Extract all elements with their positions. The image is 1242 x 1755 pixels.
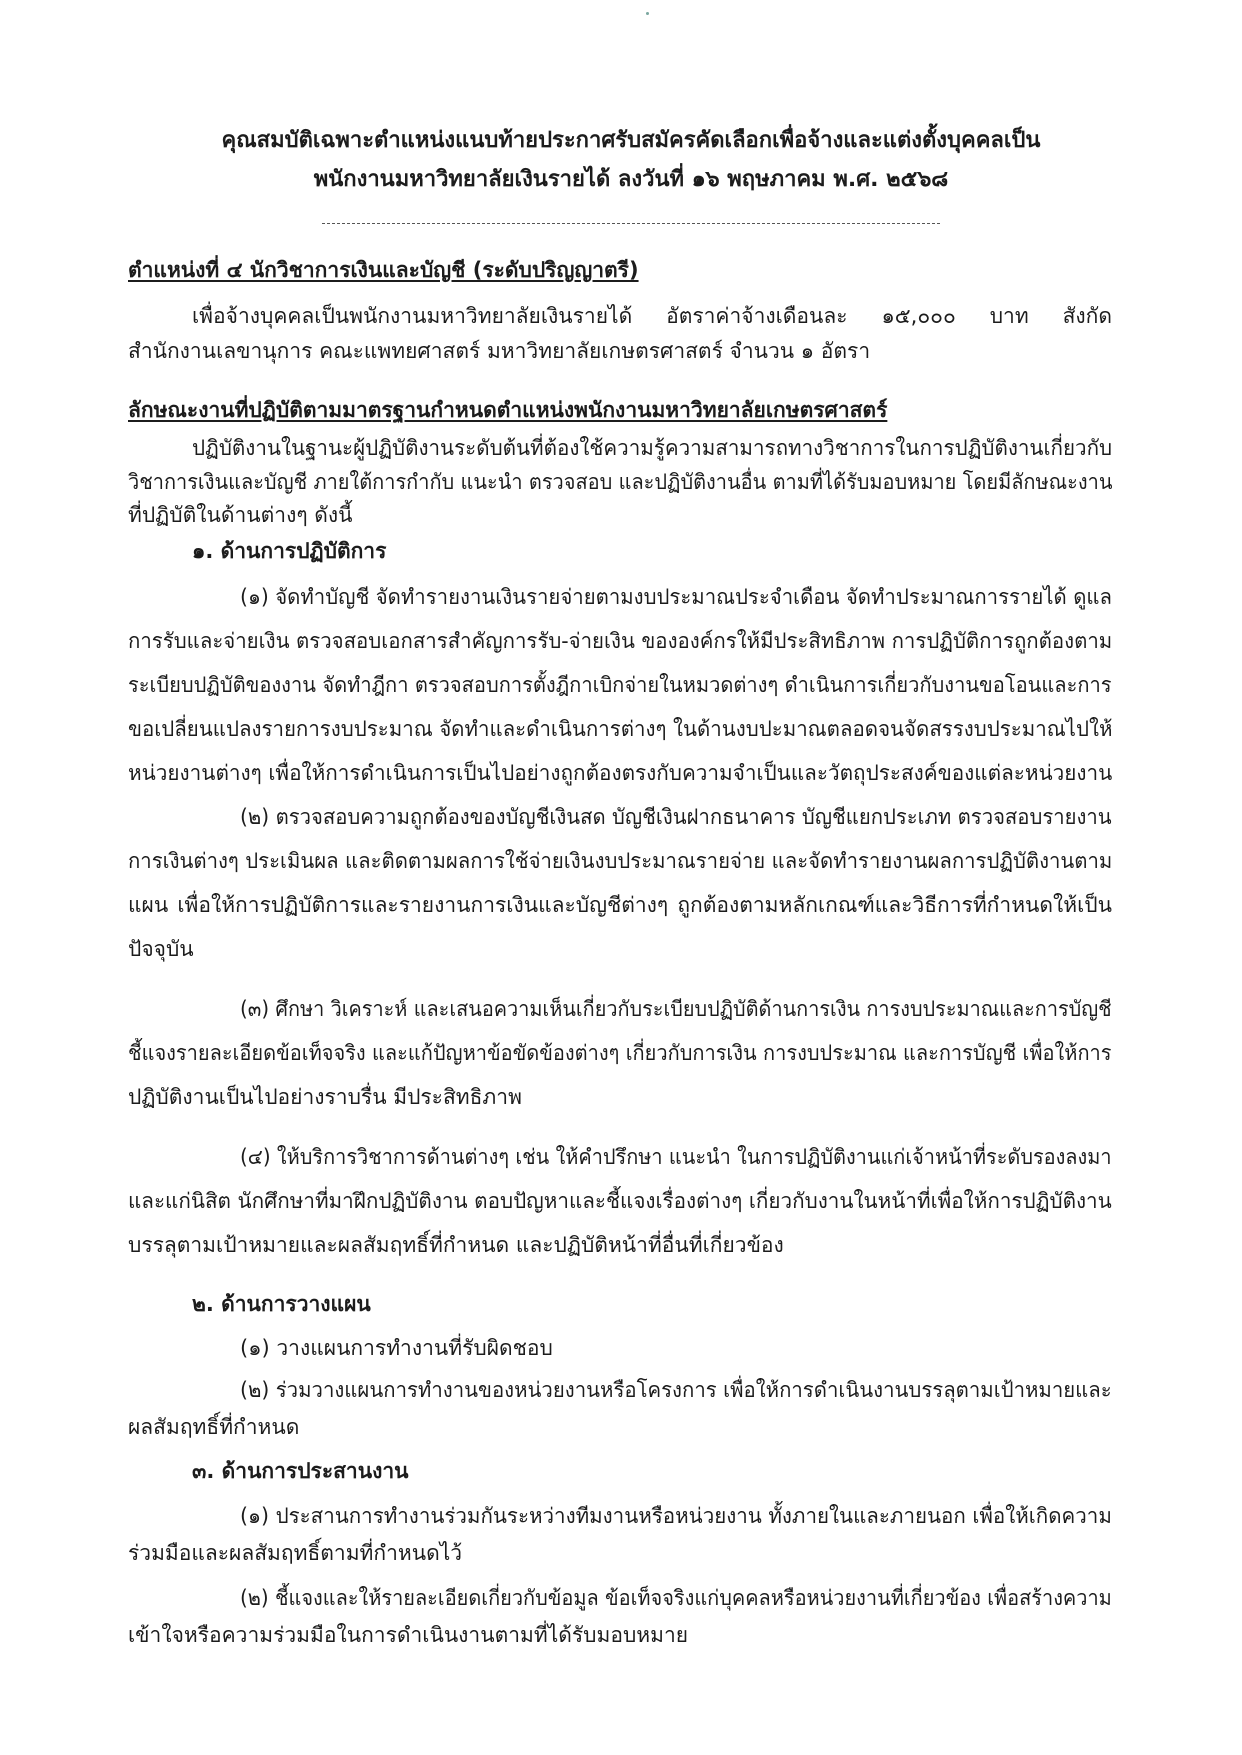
section-1-item-2-line: การเงินต่างๆ ประเมินผล และติดตามผลการใช้จ่ายเงินงบประมาณรายจ่าย และจัดทำรายงานผลการปฏิบัติงานตาม [128,849,1113,873]
title-divider [322,223,940,224]
section-1-item-3-line: ชี้แจงรายละเอียดข้อเท็จจริง และแก้ปัญหาข้อขัดข้องต่างๆ เกี่ยวกับการเงิน การงบประมาณ และการบัญชี เพื่อให้การ [128,1041,1112,1065]
section-1-item-4-line: บรรลุตามเป้าหมายและผลสัมฤทธิ์ที่กำหนด และปฏิบัติหน้าที่อื่นที่เกี่ยวข้อง [128,1233,784,1257]
section-1-item-1-line: (๑) จัดทำบัญชี จัดทำรายงานเงินรายจ่ายตามงบประมาณประจำเดือน จัดทำประมาณการรายได้ ดูแล [240,585,1113,609]
position-paragraph-line-2: สำนักงานเลขานุการ คณะแพทยศาสตร์ มหาวิทยาลัยเกษตรศาสตร์ จำนวน ๑ อัตรา [128,339,871,363]
section-1-item-1-line: ขอเปลี่ยนแปลงรายการงบประมาณ จัดทำและดำเนินการต่างๆ ในด้านงบปะมาณตลอดจนจัดสรรงบประมาณไปให้ [128,717,1113,741]
section-3-item-2-line: เข้าใจหรือความร่วมมือในการดำเนินงานตามที่ได้รับมอบหมาย [128,1623,689,1647]
section-1-item-3-line: ปฏิบัติงานเป็นไปอย่างราบรื่น มีประสิทธิภาพ [128,1085,522,1109]
position-paragraph-line-1: เพื่อจ้างบุคคลเป็นพนักงานมหาวิทยาลัยเงินรายได้ อัตราค่าจ้างเดือนละ ๑๕,๐๐๐ บาท สังกัด [192,304,1112,328]
scan-speck [646,12,649,15]
job-heading: ลักษณะงานที่ปฏิบัติตามมาตรฐานกำหนดตำแหน่งพนักงานมหาวิทยาลัยเกษตรศาสตร์ [128,398,888,422]
section-1-item-1-line: ระเบียบปฏิบัติของงาน จัดทำฎีกา ตรวจสอบการตั้งฎีกาเบิกจ่ายในหมวดต่างๆ ดำเนินการเกี่ยวกับงานขอโอนและการ [128,673,1112,697]
section-1-item-1-line: หน่วยงานต่างๆ เพื่อให้การดำเนินการเป็นไปอย่างถูกต้องตรงกับความจำเป็นและวัตถุประสงค์ของแต่ละหน่วยงาน [128,761,1113,785]
section-3-item-1-line: (๑) ประสานการทำงานร่วมกันระหว่างทีมงานหรือหน่วยงาน ทั้งภายในและภายนอก เพื่อให้เกิดความ [240,1504,1112,1528]
section-1-item-1-line: การรับและจ่ายเงิน ตรวจสอบเอกสารสำคัญการรับ-จ่ายเงิน ขององค์กรให้มีประสิทธิภาพ การปฏิบัติการถูกต้องตาม [128,629,1113,653]
position-heading: ตำแหน่งที่ ๔ นักวิชาการเงินและบัญชี (ระดับปริญญาตรี) [128,258,639,282]
section-1-item-3-line: (๓) ศึกษา วิเคราะห์ และเสนอความเห็นเกี่ยวกับระเบียบปฏิบัติด้านการเงิน การงบประมาณและการบัญชี [240,997,1112,1021]
section-3-item-2-line: (๒) ชี้แจงและให้รายละเอียดเกี่ยวกับข้อมูล ข้อเท็จจริงแก่บุคคลหรือหน่วยงานที่เกี่ยวข้อง เพื่อสร้างความ [240,1586,1112,1610]
section-2-item-2-line: (๒) ร่วมวางแผนการทำงานของหน่วยงานหรือโครงการ เพื่อให้การดำเนินงานบรรลุตามเป้าหมายและ [240,1378,1112,1402]
job-paragraph-line-2: วิชาการเงินและบัญชี ภายใต้การกำกับ แนะนำ ตรวจสอบ และปฏิบัติงานอื่น ตามที่ได้รับมอบหมาย โดยมีลักษณะงาน [128,470,1113,494]
section-1-item-4-line: (๔) ให้บริการวิชาการด้านต่างๆ เช่น ให้คำปรึกษา แนะนำ ในการปฏิบัติงานแก่เจ้าหน้าที่ระดับรองลงมา [240,1145,1112,1169]
section-1-item-2-line: แผน เพื่อให้การปฏิบัติการและรายงานการเงินและบัญชีต่างๆ ถูกต้องตามหลักเกณฑ์และวิธีการที่กำหนดให้เป็น [128,893,1112,917]
section-2-item-2-line: ผลสัมฤทธิ์ที่กำหนด [128,1415,300,1439]
document-title-line-1: คุณสมบัติเฉพาะตำแหน่งแนบท้ายประกาศรับสมัครคัดเลือกเพื่อจ้างและแต่งตั้งบุคคลเป็น [221,128,1041,153]
section-3-item-1-line: ร่วมมือและผลสัมฤทธิ์ตามที่กำหนดไว้ [128,1541,463,1565]
section-1-item-4-line: และแก่นิสิต นักศึกษาที่มาฝึกปฏิบัติงาน ตอบปัญหาและชี้แจงเรื่องต่างๆ เกี่ยวกับงานในหน้าที่เพื่อให้การปฏิบัติงาน [128,1189,1112,1213]
section-2-item-1: (๑) วางแผนการทำงานที่รับผิดชอบ [240,1336,553,1360]
section-1-heading: ๑. ด้านการปฏิบัติการ [192,539,387,563]
section-1-item-2-line: (๒) ตรวจสอบความถูกต้องของบัญชีเงินสด บัญชีเงินฝากธนาคาร บัญชีแยกประเภท ตรวจสอบรายงาน [240,805,1112,829]
section-1-item-2-line: ปัจจุบัน [128,937,194,961]
section-3-heading: ๓. ด้านการประสานงาน [192,1459,409,1483]
section-2-heading: ๒. ด้านการวางแผน [192,1292,371,1316]
job-paragraph-line-1: ปฏิบัติงานในฐานะผู้ปฏิบัติงานระดับต้นที่ต้องใช้ความรู้ความสามารถทางวิชาการในการปฏิบัติงานเกี่ยวกับ [192,436,1113,460]
job-paragraph-line-3: ที่ปฏิบัติในด้านต่างๆ ดังนี้ [128,503,353,527]
document-title-line-2: พนักงานมหาวิทยาลัยเงินรายได้ ลงวันที่ ๑๖ พฤษภาคม พ.ศ. ๒๕๖๘ [313,167,949,192]
